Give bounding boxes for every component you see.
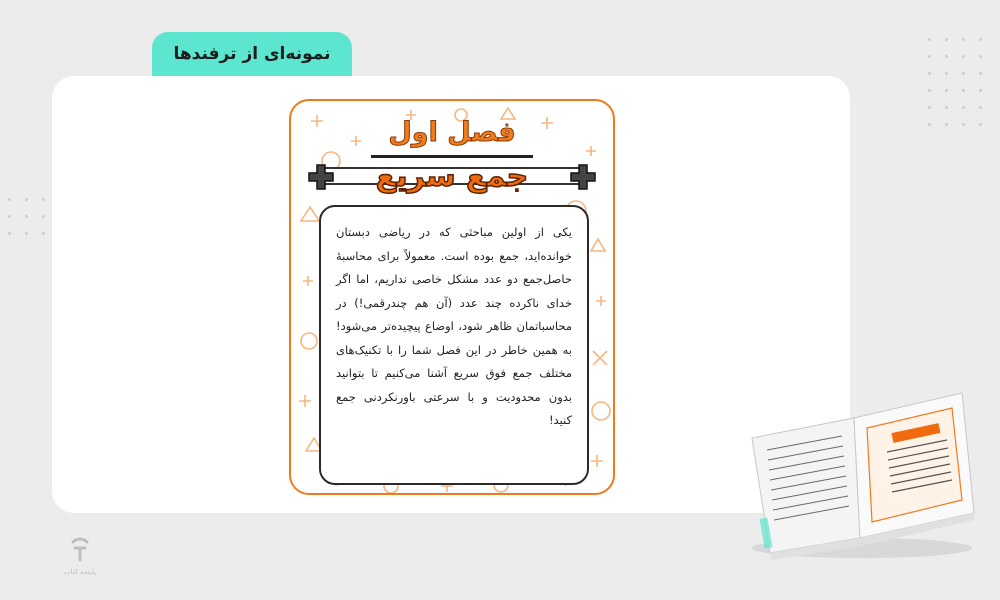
chapter-subtitle: جمع سریع <box>375 158 529 194</box>
section-tab-label: نمونه‌ای از ترفندها <box>173 44 331 64</box>
section-tab <box>152 32 352 76</box>
brand-logo <box>55 536 105 576</box>
decorative-dots <box>8 198 45 235</box>
book-page-sample <box>289 99 615 495</box>
decorative-dots <box>928 38 982 126</box>
book-mockup-image <box>742 388 978 560</box>
plus-icon <box>307 163 335 191</box>
body-text-box <box>319 205 589 485</box>
brand-logo-text: پاینده کتاب <box>64 568 96 576</box>
chapter-title: فصل اول <box>388 117 516 148</box>
plus-icon <box>569 163 597 191</box>
brand-logo-icon <box>69 536 91 562</box>
chapter-banner <box>301 159 603 193</box>
body-text: یکی از اولین مباحثی که در ریاضی دبستان خوانده‌اید، جمع بوده است. معمولاً برای محاسبهٔ حاصل‌جمع دو عدد مشکل خاصی نداریم، اما اگر خدای ناکرده چند عدد (آن هم چندرقمی!) در محاسباتمان ظاهر شود، اوضاع پیچیده‌تر می‌شود! به همین خاطر در این فصل شما را با تکنیک‌های مختلف جمع فوق سریع آشنا می‌کنیم تا بتوانید بدون محدودیت و با سرعتی باورنکردنی جمع کنید! <box>336 225 572 427</box>
